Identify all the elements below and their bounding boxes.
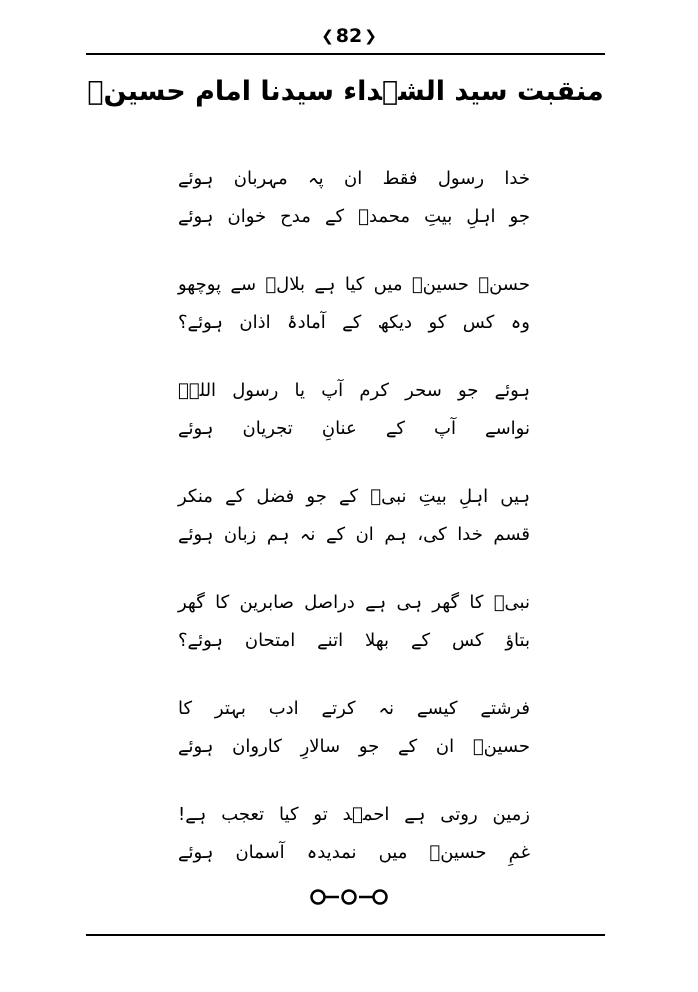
stanza: [178, 372, 530, 478]
ornament-left-icon: ❮: [321, 27, 334, 45]
verse-line: وہ کس کو دیکھ کے آمادۂ اذان ہوئے؟: [178, 312, 530, 333]
stanza: [178, 160, 530, 266]
stanza: [178, 478, 530, 584]
page-number: 82: [335, 25, 363, 47]
ornament-right-icon: ❯: [364, 27, 377, 45]
verse-line: بتاؤ کس کے بھلا اتنے امتحان ہوئے؟: [178, 630, 530, 651]
verse-line: حسنؑ حسینؑ میں کیا ہے بلالؓ سے پوچھو: [178, 274, 530, 295]
verse-line: جو اہلِ بیتِ محمدؐ کے مدح خوان ہوئے: [178, 206, 530, 227]
verse-line: ہیں اہلِ بیتِ نبیؐ کے جو فضل کے منکر: [178, 486, 530, 507]
stanza: [178, 690, 530, 796]
verse-line: حسینؑ ان کے جو سالارِ کاروان ہوئے: [178, 736, 530, 757]
verse-line: زمین روتی ہے احمؔد تو کیا تعجب ہے!: [178, 804, 530, 825]
verse-line: فرشتے کیسے نہ کرتے ادب بہتر کا: [178, 698, 530, 719]
verse-line: قسم خدا کی، ہم ان کے نہ ہم زبان ہوئے: [178, 524, 530, 545]
verse-line: ہوئے جو سحر کرم آپ یا رسول اللہؐ: [178, 380, 530, 401]
verse-line: غمِ حسینؑ میں نمدیدہ آسمان ہوئے: [178, 842, 530, 863]
verse-line: نواسے آپ کے عنانِ تجریان ہوئے: [178, 418, 530, 439]
end-ornament: [0, 885, 698, 909]
verse-line: نبیؐ کا گھر ہی ہے دراصل صابرین کا گھر: [178, 592, 530, 613]
circle-chain-icon: [309, 885, 389, 909]
top-divider: [86, 53, 605, 55]
stanza: [178, 584, 530, 690]
verse-line: خدا رسول فقط ان پہ مہربان ہوئے: [178, 168, 530, 189]
bottom-divider: [86, 934, 605, 936]
page-number-badge: [321, 22, 377, 50]
page-title: منقبت سید الشہداء سیدنا امام حسینؑ: [87, 76, 604, 107]
stanza: [178, 266, 530, 372]
poem: [178, 160, 530, 902]
